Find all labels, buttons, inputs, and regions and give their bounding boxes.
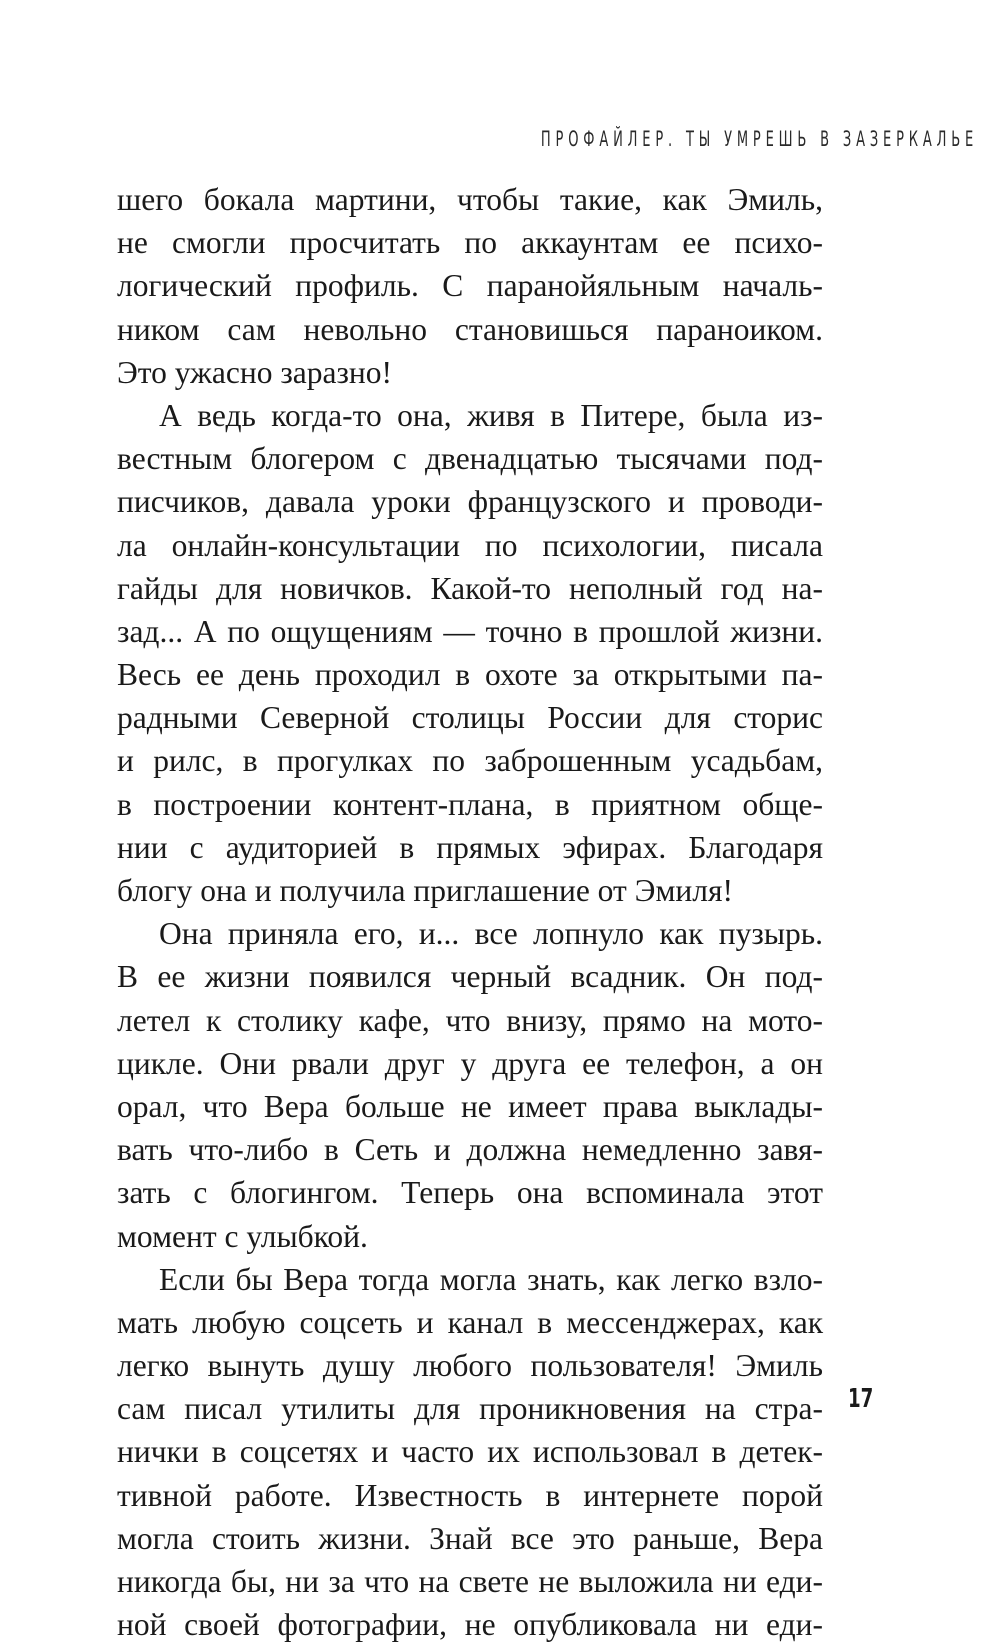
text-line: блогу она и получила приглашение от Эмиля! <box>117 873 733 908</box>
text-line: в построении контент-плана, в приятном обще- <box>117 786 823 822</box>
text-line: и рилс, в прогулках по заброшенным усадьбам, <box>117 743 823 779</box>
text-line: А ведь когда-то она, живя в Питере, была из- <box>159 397 823 433</box>
text-line: зать с блогингом. Теперь она вспоминала этот <box>117 1175 823 1211</box>
text-line: зад... А по ощущениям — точно в прошлой жизни. <box>117 613 823 649</box>
page-number: 17 <box>848 1384 874 1414</box>
body-text <box>117 178 823 1646</box>
text-line: ником сам невольно становишься параноиком. <box>117 311 823 347</box>
text-line: Это ужасно заразно! <box>117 354 393 390</box>
text-line: орал, что Вера больше не имеет права выклады- <box>117 1088 823 1124</box>
text-line: радными Северной столицы России для сторис <box>117 700 823 736</box>
text-line: тивной работе. Известность в интернете порой <box>117 1477 823 1513</box>
text-line: Она приняла его, и... все лопнуло как пузырь. <box>159 916 823 952</box>
running-header: ПРОФАЙЛЕР. ТЫ УМРЕШЬ В ЗАЗЕРКАЛЬЕ <box>540 127 979 151</box>
text-line: В ее жизни появился черный всадник. Он под- <box>117 959 823 995</box>
text-line: писчиков, давала уроки французского и проводи- <box>117 484 823 520</box>
text-line: вестным блогером с двенадцатью тысячами под- <box>117 441 823 477</box>
text-line: нички в соцсетях и часто их использовал в детек- <box>117 1434 823 1470</box>
text-line: вать что-либо в Сеть и должна немедленно завя- <box>117 1132 823 1168</box>
text-line: Если бы Вера тогда могла знать, как легко взло- <box>159 1261 823 1297</box>
text-line: не смогли просчитать по аккаунтам ее психо- <box>117 225 823 261</box>
text-line: сам писал утилиты для проникновения на стра- <box>117 1391 823 1427</box>
text-line: логический профиль. С паранойяльным началь- <box>117 268 823 304</box>
text-line: шего бокала мартини, чтобы такие, как Эмиль, <box>117 182 823 217</box>
text-line: Весь ее день проходил в охоте за открытыми па- <box>117 657 823 693</box>
text-line: нии с аудиторией в прямых эфирах. Благодаря <box>117 829 823 865</box>
text-line: легко вынуть душу любого пользователя! Эмиль <box>117 1348 823 1384</box>
text-line: мать любую соцсеть и канал в мессенджерах, как <box>117 1304 823 1340</box>
text-line: могла стоить жизни. Знай все это раньше, Вера <box>117 1520 823 1556</box>
text-line: цикле. Они рвали друг у друга ее телефон, а он <box>117 1045 823 1081</box>
text-line: момент с улыбкой. <box>117 1218 368 1254</box>
text-line: ной своей фотографии, не опубликовала ни еди- <box>117 1607 823 1643</box>
text-line: летел к столику кафе, что внизу, прямо на мото- <box>117 1002 823 1038</box>
text-line: никогда бы, ни за что на свете не выложила ни еди- <box>117 1564 823 1599</box>
text-line: гайды для новичков. Какой-то неполный год на- <box>117 570 823 606</box>
text-line: ла онлайн-консультации по психологии, писала <box>117 527 823 563</box>
